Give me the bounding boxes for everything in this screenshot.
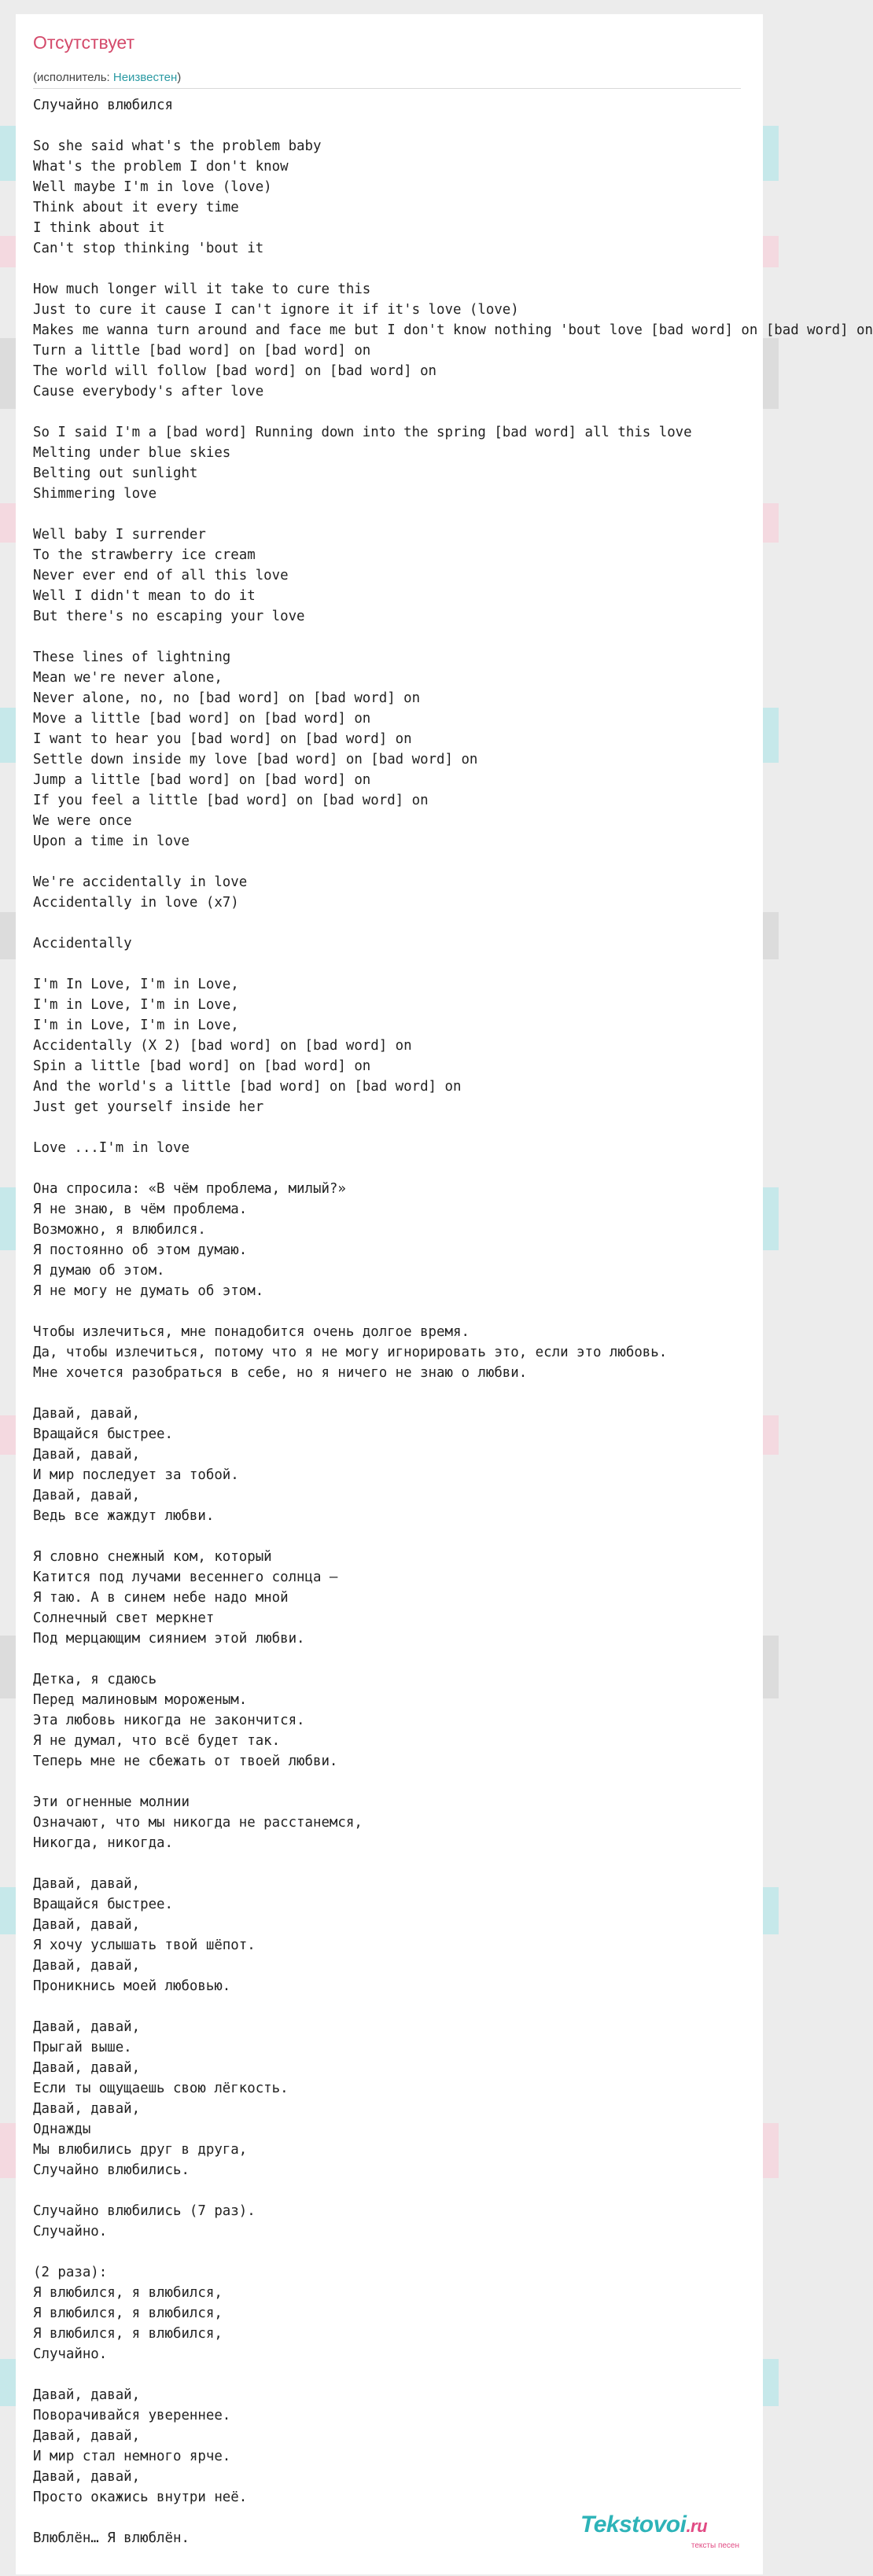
lyric-line: Вращайся быстрее.: [33, 1426, 173, 1442]
lyrics-text: [33, 95, 873, 2548]
lyric-line: And the world's a little [bad word] on [bad word] on: [33, 1079, 462, 1095]
lyric-line: Я словно снежный ком, который: [33, 1549, 272, 1565]
lyric-line: Давай, давай,: [33, 1406, 141, 1422]
lyric-line: I'm in Love, I'm in Love,: [33, 997, 239, 1013]
performer-suffix: ): [177, 71, 182, 84]
lyric-line: И мир последует за тобой.: [33, 1467, 239, 1483]
lyric-line: Случайно.: [33, 2224, 108, 2239]
lyric-line: So I said I'm a [bad word] Running down into the spring [bad word] all this love: [33, 425, 692, 440]
lyric-line: Upon a time in love: [33, 834, 190, 849]
performer-prefix: (исполнитель:: [33, 71, 113, 84]
lyric-line: Can't stop thinking 'bout it: [33, 241, 264, 256]
lyric-line: Я не могу не думать об этом.: [33, 1283, 264, 1299]
lyric-line: Если ты ощущаешь свою лёгкость.: [33, 2081, 289, 2096]
lyric-line: Давай, давай,: [33, 2101, 141, 2117]
lyric-line: Я влюбился, я влюбился,: [33, 2285, 223, 2301]
lyric-line: Давай, давай,: [33, 2019, 141, 2035]
lyric-line: Случайно влюбились (7 раз).: [33, 2203, 256, 2219]
lyric-line: Melting under blue skies: [33, 445, 231, 461]
logo-name: Tekstovoi: [580, 2512, 687, 2537]
lyric-line: Давай, давай,: [33, 1447, 141, 1463]
lyric-line: Я влюбился, я влюбился,: [33, 2306, 223, 2321]
lyric-line: Эта любовь никогда не закончится.: [33, 1713, 305, 1728]
lyric-line: И мир стал немного ярче.: [33, 2449, 231, 2464]
lyric-line: Давай, давай,: [33, 1488, 141, 1503]
lyric-line: Чтобы излечиться, мне понадобится очень долгое время.: [33, 1324, 470, 1340]
lyric-line: To the strawberry ice cream: [33, 547, 256, 563]
lyric-line: Она спросила: «В чём проблема, милый?»: [33, 1181, 346, 1197]
lyric-line: Settle down inside my love [bad word] on [bad word] on: [33, 752, 478, 767]
lyric-line: Означают, что мы никогда не расстанемся,: [33, 1815, 363, 1831]
lyric-line: Случайно влюбились.: [33, 2162, 190, 2178]
performer-link[interactable]: Неизвестен: [112, 71, 178, 84]
lyric-line: Я постоянно об этом думаю.: [33, 1242, 248, 1258]
lyric-line: Я влюбился, я влюбился,: [33, 2326, 223, 2342]
lyric-line: Accidentally: [33, 936, 132, 951]
lyric-line: Случайно влюбился: [33, 98, 173, 113]
lyric-line: Well I didn't mean to do it: [33, 588, 256, 604]
site-logo[interactable]: [580, 2512, 746, 2554]
lyric-line: Давай, давай,: [33, 1958, 141, 1974]
lyric-line: Я не знаю, в чём проблема.: [33, 1202, 248, 1217]
lyric-line: Просто окажись внутри неё.: [33, 2490, 248, 2505]
lyric-line: Под мерцающим сиянием этой любви.: [33, 1631, 305, 1647]
lyric-line: I think about it: [33, 220, 165, 236]
lyric-line: (2 раза):: [33, 2265, 108, 2280]
lyric-line: Катится под лучами весеннего солнца –: [33, 1570, 338, 1585]
lyric-line: Я таю. А в синем небе надо мной: [33, 1590, 289, 1606]
lyric-line: Детка, я сдаюсь: [33, 1672, 157, 1687]
lyric-line: Мне хочется разобраться в себе, но я ничего не знаю о любви.: [33, 1365, 528, 1381]
lyric-line: Поворачивайся увереннее.: [33, 2408, 231, 2423]
lyric-line: Never ever end of all this love: [33, 568, 289, 583]
lyric-line: Belting out sunlight: [33, 466, 198, 481]
lyric-line: Well baby I surrender: [33, 527, 206, 543]
header-divider: [33, 88, 741, 89]
lyric-line: The world will follow [bad word] on [bad word] on: [33, 363, 437, 379]
lyric-line: Mean we're never alone,: [33, 670, 223, 686]
lyric-line: Давай, давай,: [33, 2387, 141, 2403]
lyric-line: Влюблён… Я влюблён.: [33, 2530, 190, 2546]
lyric-line: Я хочу услышать твой шёпот.: [33, 1938, 256, 1953]
lyric-line: I want to hear you [bad word] on [bad word] on: [33, 731, 412, 747]
lyric-line: Давай, давай,: [33, 2428, 141, 2444]
lyric-line: But there's no escaping your love: [33, 609, 305, 624]
lyric-line: So she said what's the problem baby: [33, 138, 322, 154]
lyric-line: Makes me wanna turn around and face me but I don't know nothing 'bout love [bad word] on [bad word] on: [33, 322, 873, 338]
song-title: Отсутствует: [33, 32, 134, 53]
lyric-line: What's the problem I don't know: [33, 159, 289, 175]
lyric-line: Давай, давай,: [33, 2060, 141, 2076]
lyric-line: Мы влюбились друг в друга,: [33, 2142, 248, 2158]
lyric-line: Давай, давай,: [33, 1876, 141, 1892]
lyric-line: Well maybe I'm in love (love): [33, 179, 272, 195]
lyric-line: Давай, давай,: [33, 1917, 141, 1933]
lyric-line: Я не думал, что всё будет так.: [33, 1733, 281, 1749]
lyric-line: Я думаю об этом.: [33, 1263, 165, 1279]
lyric-line: Spin a little [bad word] on [bad word] on: [33, 1058, 371, 1074]
lyric-line: Солнечный свет меркнет: [33, 1610, 215, 1626]
lyric-line: Прыгай выше.: [33, 2040, 132, 2055]
lyric-line: Cause everybody's after love: [33, 384, 264, 399]
lyric-line: Shimmering love: [33, 486, 157, 502]
lyric-line: Случайно.: [33, 2346, 108, 2362]
lyric-line: Перед малиновым мороженым.: [33, 1692, 248, 1708]
performer-line: [33, 71, 181, 85]
logo-tagline: тексты песен: [691, 2541, 739, 2550]
logo-wordmark: [580, 2512, 746, 2540]
lyric-line: Love ...I'm in love: [33, 1140, 190, 1156]
lyric-line: Jump a little [bad word] on [bad word] on: [33, 772, 371, 788]
lyric-line: Think about it every time: [33, 200, 239, 215]
lyric-line: Accidentally (X 2) [bad word] on [bad word] on: [33, 1038, 412, 1054]
lyric-line: Возможно, я влюбился.: [33, 1222, 206, 1238]
lyric-line: Однажды: [33, 2122, 91, 2137]
lyric-line: Never alone, no, no [bad word] on [bad word] on: [33, 690, 421, 706]
lyric-line: Move a little [bad word] on [bad word] on: [33, 711, 371, 727]
lyric-line: We're accidentally in love: [33, 874, 248, 890]
lyric-line: Никогда, никогда.: [33, 1835, 173, 1851]
lyric-line: We were once: [33, 813, 132, 829]
lyric-line: Just to cure it cause I can't ignore it if it's love (love): [33, 302, 519, 318]
lyric-line: Да, чтобы излечиться, потому что я не могу игнорировать это, если это любовь.: [33, 1345, 668, 1360]
lyrics-card: [16, 14, 873, 2574]
lyric-line: If you feel a little [bad word] on [bad word] on: [33, 793, 429, 808]
lyric-line: I'm in Love, I'm in Love,: [33, 1018, 239, 1033]
lyric-line: Ведь все жаждут любви.: [33, 1508, 215, 1524]
lyric-line: Just get yourself inside her: [33, 1099, 264, 1115]
lyric-line: Вращайся быстрее.: [33, 1897, 173, 1912]
lyric-line: Turn a little [bad word] on [bad word] on: [33, 343, 371, 359]
lyric-line: Давай, давай,: [33, 2469, 141, 2485]
lyric-line: Accidentally in love (x7): [33, 895, 239, 911]
lyric-line: Проникнись моей любовью.: [33, 1978, 231, 1994]
lyric-line: How much longer will it take to cure this: [33, 282, 371, 297]
logo-suffix: .ru: [686, 2516, 708, 2536]
lyric-line: Эти огненные молнии: [33, 1794, 190, 1810]
lyric-line: These lines of lightning: [33, 650, 231, 665]
lyric-line: I'm In Love, I'm in Love,: [33, 977, 239, 992]
lyric-line: Теперь мне не сбежать от твоей любви.: [33, 1754, 338, 1769]
